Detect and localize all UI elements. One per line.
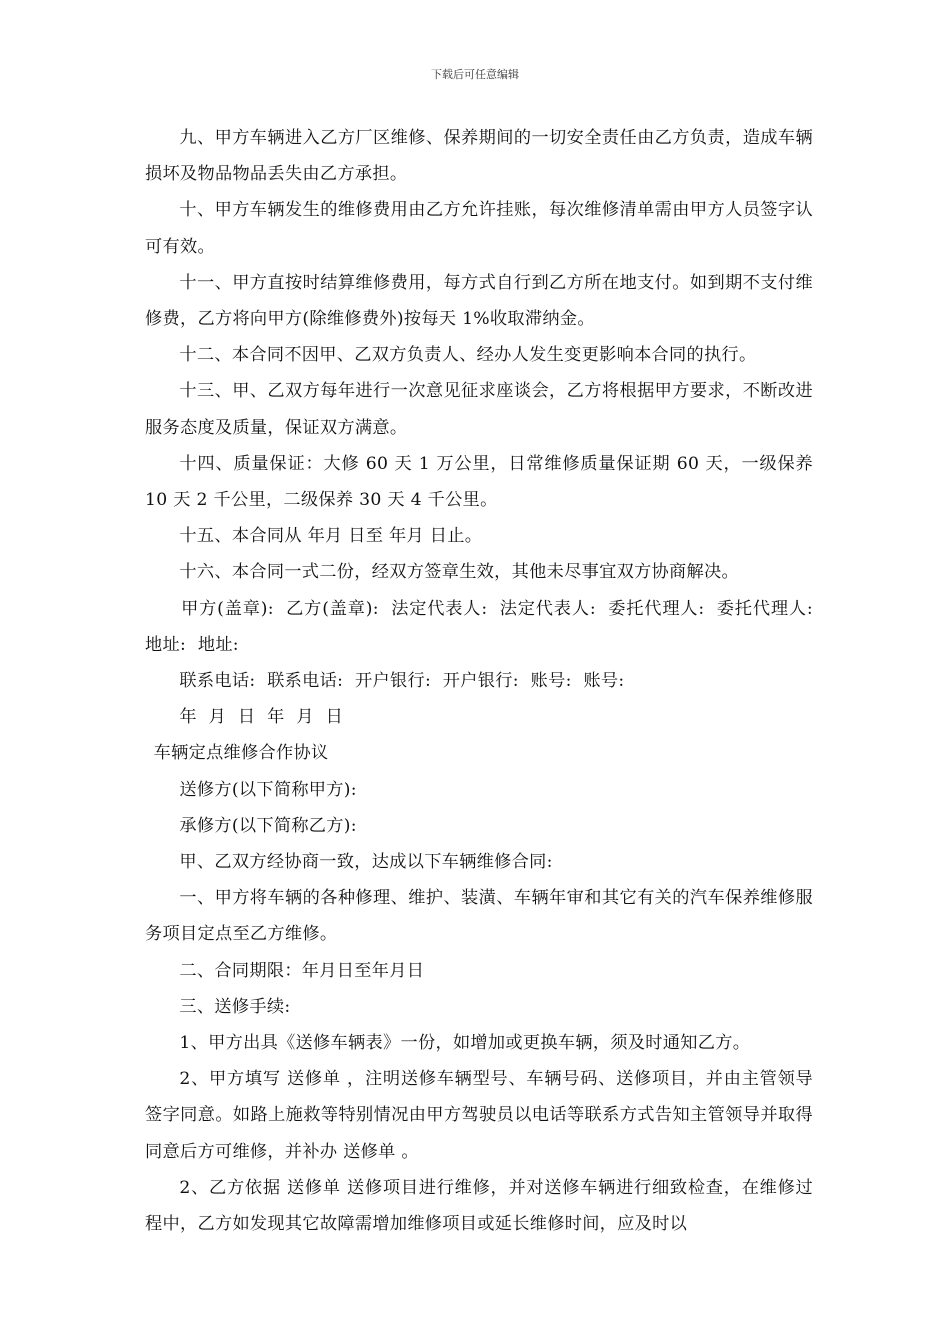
intro-line: 甲、乙双方经协商一致，达成以下车辆维修合同: xyxy=(179,852,553,873)
clause-9: 九、甲方车辆进入乙方厂区维修、保养期间的一切安全责任由乙方负责，造成车辆损坏及物品物品丢失由乙方承担。 xyxy=(145,128,813,185)
document-body xyxy=(145,120,813,1242)
party-a-line: 送修方(以下简称甲方): xyxy=(179,779,357,800)
clause-2: 二、合同期限：年月日至年月日 xyxy=(179,960,425,981)
page-header: 下载后可任意编辑 xyxy=(431,68,519,81)
procedure-1: 1、甲方出具《送修车辆表》一份，如增加或更换车辆，须及时通知乙方。 xyxy=(179,1033,751,1054)
clause-11: 十一、甲方直按时结算维修费用，每方式自行到乙方所在地支付。如到期不支付维修费，乙方将向甲方(除维修费外)按每天 1%收取滞纳金。 xyxy=(145,272,813,330)
clause-15: 十五、本合同从 年月 日至 年月 日止。 xyxy=(179,526,483,547)
procedure-2: 2、甲方填写 送修单 ，注明送修车辆型号、车辆号码、送修项目，并由主管领导签字同意。如路上施救等特别情况由甲方驾驶员以电话等联系方式告知主管领导并取得同意后方可维修，并补办 送修单 。 xyxy=(145,1069,813,1162)
clause-1: 一、甲方将车辆的各种修理、维护、装潢、车辆年审和其它有关的汽车保养维修服务项目定点至乙方维修。 xyxy=(145,888,813,945)
party-b-line: 承修方(以下简称乙方): xyxy=(179,815,357,836)
clause-14: 十四、质量保证：大修 60 天 1 万公里，日常维修质量保证期 60 天，一级保养 10 天 2 千公里，二级保养 30 天 4 千公里。 xyxy=(145,453,813,511)
signature-block: 甲方(盖章): 乙方(盖章): 法定代表人: 法定代表人: 委托代理人: 委托代理人: 地址: 地址: xyxy=(145,598,813,655)
agreement-title: 车辆定点维修合作协议 xyxy=(153,743,329,764)
contact-block: 联系电话: 联系电话: 开户银行: 开户银行: 账号: 账号: xyxy=(179,671,625,692)
clause-12: 十二、本合同不因甲、乙双方负责人、经办人发生变更影响本合同的执行。 xyxy=(179,345,757,366)
date-line: 年 月 日 年 月 日 xyxy=(179,707,344,728)
clause-13: 十三、甲、乙双方每年进行一次意见征求座谈会，乙方将根据甲方要求，不断改进服务态度及质量，保证双方满意。 xyxy=(145,381,813,438)
clause-10: 十、甲方车辆发生的维修费用由乙方允许挂账，每次维修清单需由甲方人员签字认可有效。 xyxy=(145,200,813,257)
clause-3: 三、送修手续: xyxy=(179,996,291,1017)
procedure-2b: 2、乙方依据 送修单 送修项目进行维修，并对送修车辆进行细致检查，在维修过程中，乙方如发现其它故障需增加维修项目或延长维修时间，应及时以 xyxy=(145,1177,813,1235)
clause-16: 十六、本合同一式二份，经双方签章生效，其他未尽事宜双方协商解决。 xyxy=(179,562,739,583)
